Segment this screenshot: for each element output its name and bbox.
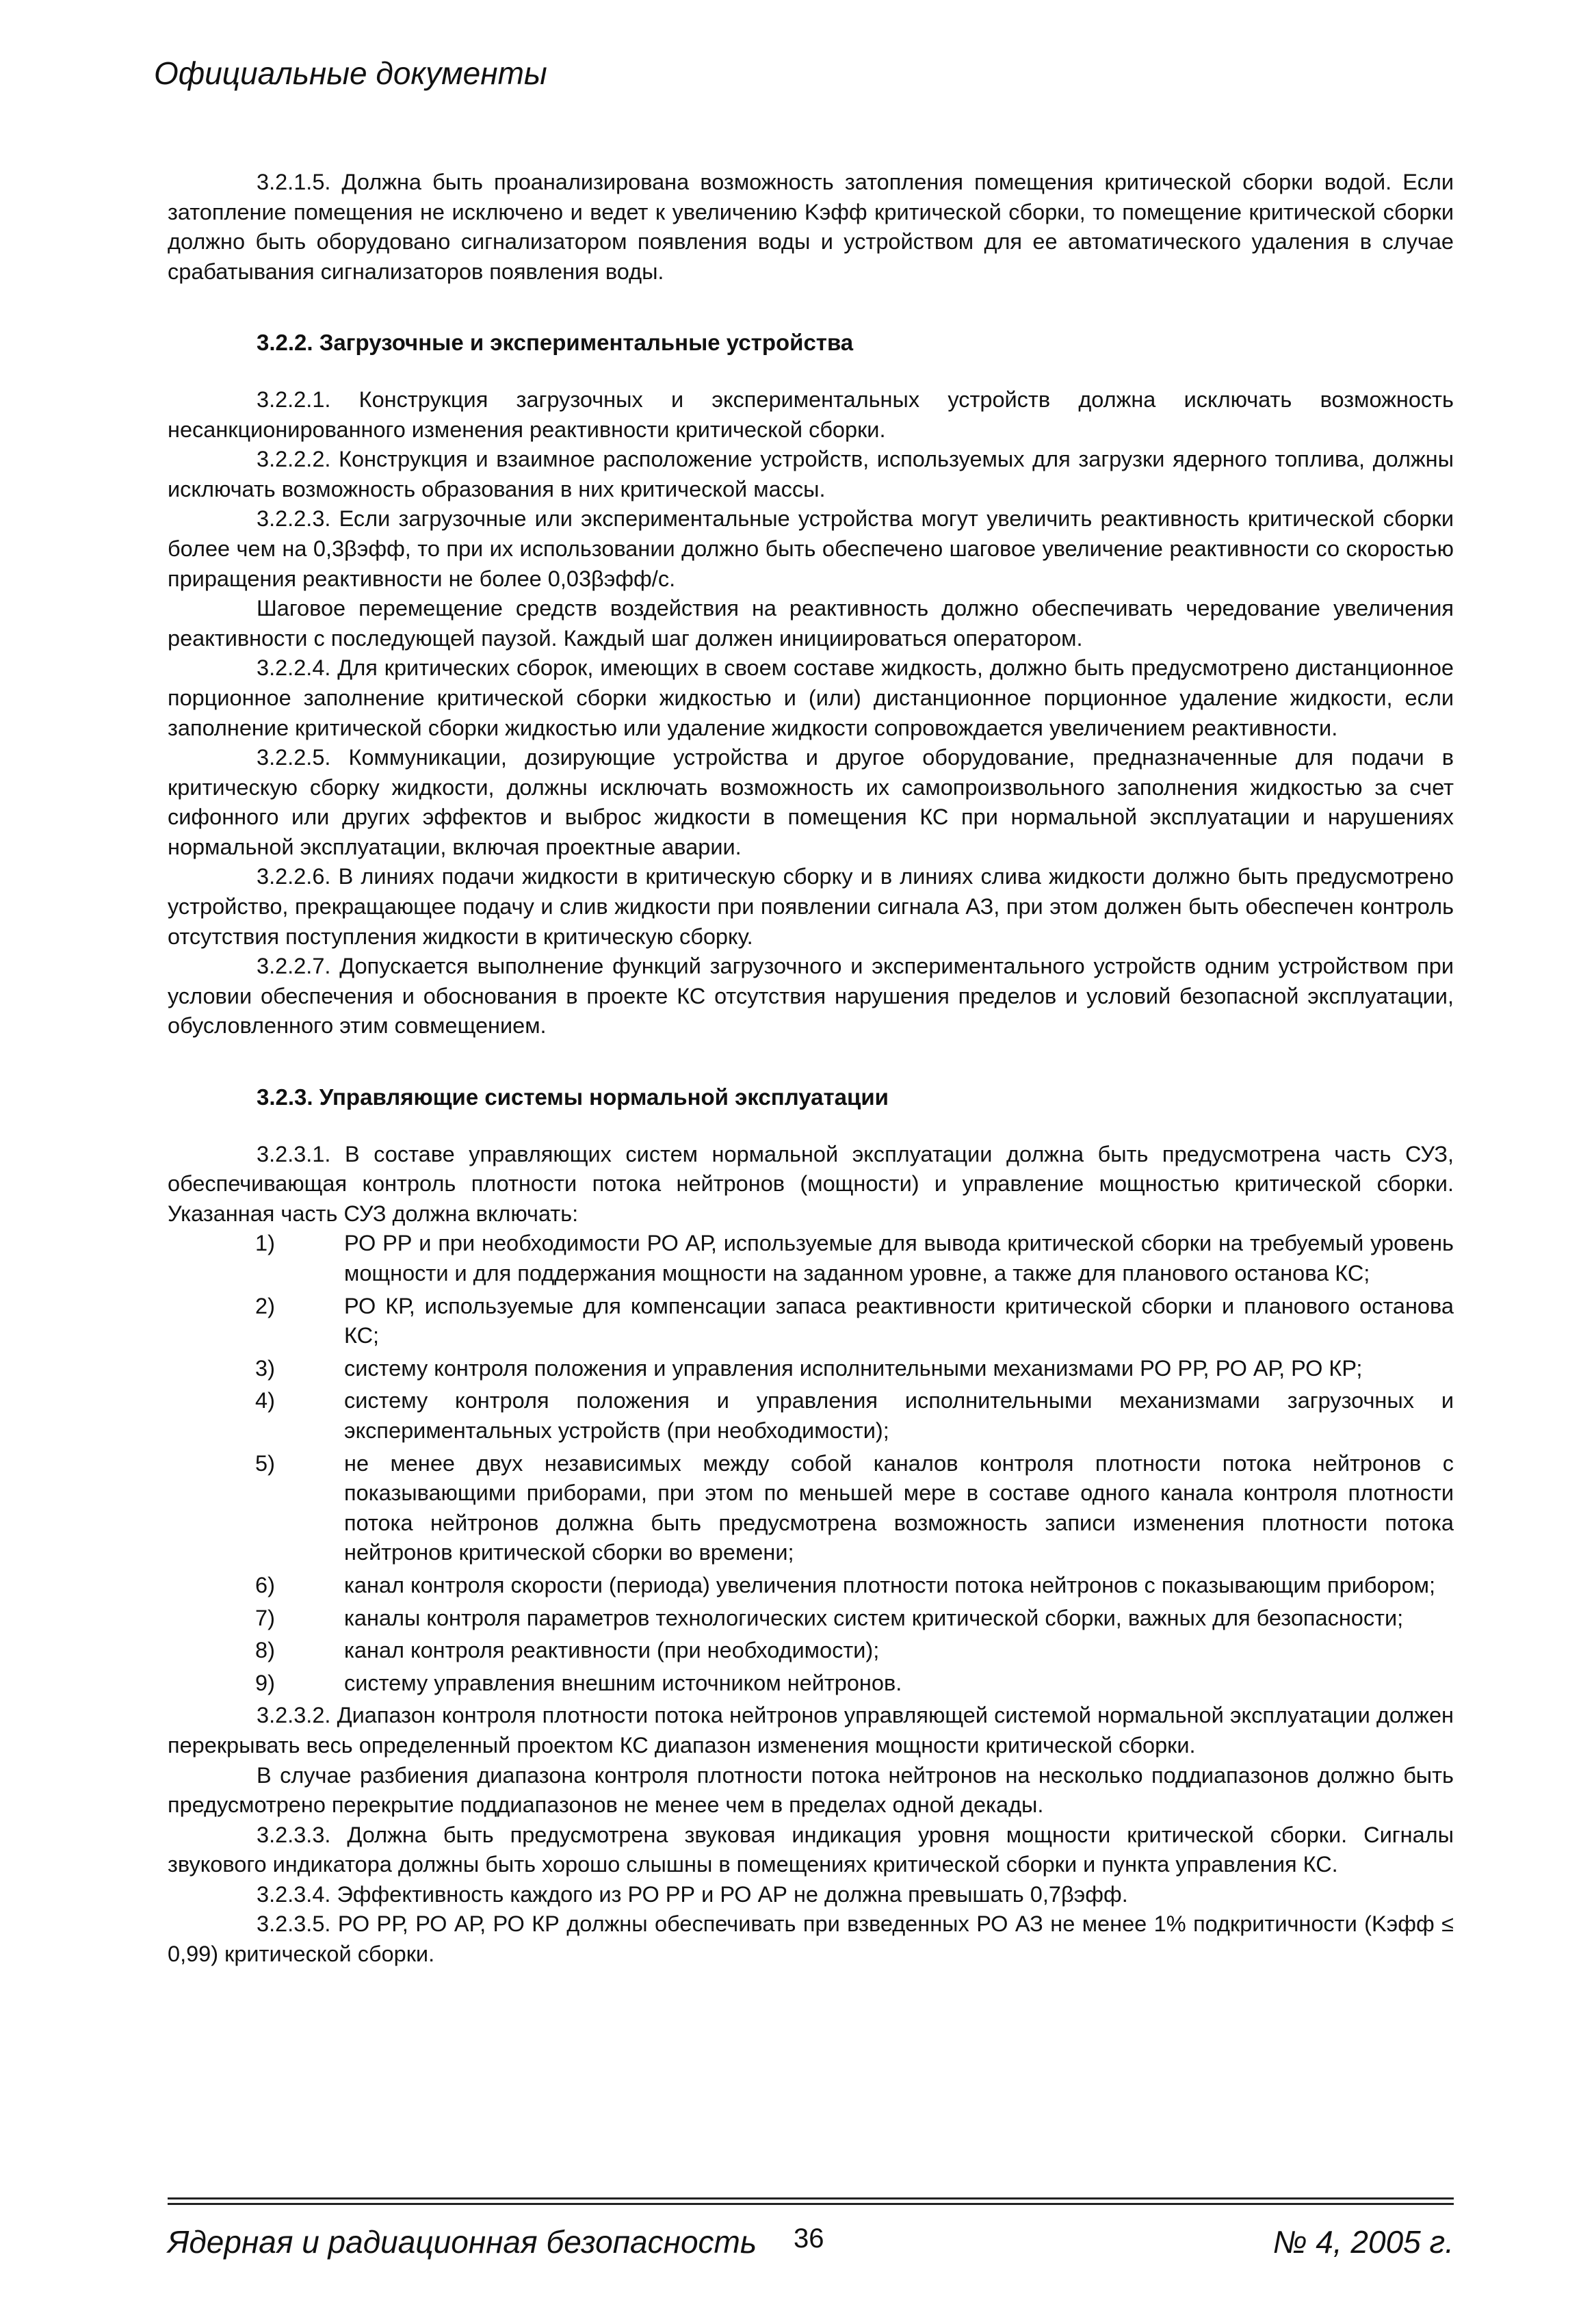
list-item-text: систему контроля положения и управления исполнительными механизмами загрузочных и экспериментальных устройств (при необходимости);: [344, 1388, 1454, 1443]
paragraph-step-movement: Шаговое перемещение средств воздействия на реактивность должно обеспечивать чередование увеличения реактивности с последующей паузой. Каждый шаг должен инициироваться оператором.: [168, 596, 1454, 651]
footer-divider: [168, 2197, 1454, 2208]
list-item-text: канал контроля реактивности (при необходимости);: [344, 1638, 880, 1663]
page-number: 36: [794, 2223, 824, 2254]
list-item-text: канал контроля скорости (периода) увеличения плотности потока нейтронов с показывающим прибором;: [344, 1572, 1436, 1597]
list-item-number: 1): [255, 1231, 275, 1256]
paragraph-3-2-3-4: 3.2.3.4. Эффективность каждого из РО РР и РО АР не должна превышать 0,7βэфф.: [257, 1881, 1128, 1907]
list-item: [168, 1604, 1454, 1634]
list-item-text: РО КР, используемые для компенсации запаса реактивности критической сборки и планового останова КС;: [344, 1293, 1454, 1348]
list-item: [168, 1354, 1454, 1384]
list-item-number: 7): [255, 1605, 275, 1630]
issue-info: № 4, 2005 г.: [1272, 2224, 1454, 2260]
list-item-number: 4): [255, 1388, 275, 1413]
list-item-text: РО РР и при необходимости РО АР, используемые для вывода критической сборки на требуемый уровень мощности и для поддержания мощности на заданном уровне, а также для планового останова КС;: [344, 1231, 1454, 1285]
paragraph-3-2-2-1: 3.2.2.1. Конструкция загрузочных и экспериментальных устройств должна исключать возможность несанкционированного изменения реактивности критической сборки.: [168, 387, 1454, 442]
paragraph-3-2-2-4: 3.2.2.4. Для критических сборок, имеющих в своем составе жидкость, должно быть предусмотрено дистанционное порционное заполнение критической сборки жидкостью и (или) дистанционное порционное удаление жидкости, если заполнение критической сборки жидкостью или удаление жидкости сопровождается увеличением реактивности.: [168, 655, 1454, 740]
list-item: [168, 1386, 1454, 1446]
list-item-text: систему управления внешним источником нейтронов.: [344, 1670, 902, 1695]
paragraph-3-2-3-2: 3.2.3.2. Диапазон контроля плотности потока нейтронов управляющей системой нормальной эксплуатации должен перекрывать весь определенный проектом КС диапазон изменения мощности критической сборки.: [168, 1703, 1454, 1758]
document-body: [168, 168, 1454, 1970]
list-item-number: 8): [255, 1638, 275, 1663]
list-item-text: систему контроля положения и управления исполнительными механизмами РО РР, РО АР, РО КР;: [344, 1355, 1363, 1381]
paragraph-3-2-2-2: 3.2.2.2. Конструкция и взаимное расположение устройств, используемых для загрузки ядерного топлива, должны исключать возможность образования в них критической массы.: [168, 447, 1454, 501]
footer-rule-top: [168, 2197, 1454, 2199]
section-heading-3-2-2: 3.2.2. Загрузочные и экспериментальные устройства: [257, 330, 854, 356]
paragraph-3-2-2-7: 3.2.2.7. Допускается выполнение функций загрузочного и экспериментального устройств одним устройством при условии обеспечения и обоснования в проекте КС отсутствия нарушения пределов и условий безопасной эксплуатации, обусловленного этим совмещением.: [168, 954, 1454, 1039]
footer-rule-bottom: [168, 2203, 1454, 2205]
list-item: [168, 1449, 1454, 1568]
list-item: [168, 1292, 1454, 1351]
paragraph-3-2-3-5: 3.2.3.5. РО РР, РО АР, РО КР должны обеспечивать при взведенных РО АЗ не менее 1% подкритичности (Kэфф ≤ 0,99) критической сборки.: [168, 1911, 1454, 1967]
paragraph-3-2-2-3: 3.2.2.3. Если загрузочные или экспериментальные устройства могут увеличить реактивность критической сборки более чем на 0,3βэфф, то при их использовании должно быть обеспечено шаговое увеличение реактивности со скоростью приращения реактивности не более 0,03βэфф/с.: [168, 506, 1454, 591]
suz-components-list: [168, 1229, 1454, 1698]
list-item-text: каналы контроля параметров технологических систем критической сборки, важных для безопасности;: [344, 1605, 1404, 1630]
paragraph-3-2-2-5: 3.2.2.5. Коммуникации, дозирующие устройства и другое оборудование, предназначенные для подачи в критическую сборку жидкости, должны исключать возможность их самопроизвольного заполнения жидкостью за счет сифонного или других эффектов и выброс жидкости в помещения КС при нормальной эксплуатации и нарушениях нормальной эксплуатации, включая проектные аварии.: [168, 745, 1454, 859]
paragraph-subranges: В случае разбиения диапазона контроля плотности потока нейтронов на несколько поддиапазонов должно быть предусмотрено перекрытие поддиапазонов не менее чем в пределах одной декады.: [168, 1762, 1454, 1818]
journal-title: Ядерная и радиационная безопасность: [168, 2224, 757, 2260]
list-item-text: не менее двух независимых между собой каналов контроля плотности потока нейтронов с показывающими приборами, при этом по меньшей мере в составе одного канала контроля плотности потока нейтронов должна быть предусмотрена возможность записи изменения плотности потока нейтронов критической сборки во времени;: [344, 1450, 1454, 1565]
list-item: [168, 1229, 1454, 1288]
list-item-number: 3): [255, 1355, 275, 1381]
list-item-number: 9): [255, 1670, 275, 1695]
list-item-number: 2): [255, 1293, 275, 1318]
paragraph-3-2-3-1: 3.2.3.1. В составе управляющих систем нормальной эксплуатации должна быть предусмотрена часть СУЗ, обеспечивающая контроль плотности потока нейтронов (мощности) и управление мощностью критической сборки. Указанная часть СУЗ должна включать:: [168, 1141, 1454, 1226]
list-item: [168, 1636, 1454, 1666]
paragraph-3-2-3-3: 3.2.3.3. Должна быть предусмотрена звуковая индикация уровня мощности критической сборки. Сигналы звукового индикатора должны быть хорошо слышны в помещениях критической сборки и пункта управления КС.: [168, 1822, 1454, 1877]
running-header: Официальные документы: [154, 55, 547, 91]
list-item: [168, 1669, 1454, 1699]
section-heading-3-2-3: 3.2.3. Управляющие системы нормальной эксплуатации: [257, 1084, 889, 1110]
paragraph-3-2-1-5: 3.2.1.5. Должна быть проанализирована возможность затопления помещения критической сборки водой. Если затопление помещения не исключено и ведет к увеличению Kэфф критической сборки, то помещение критической сборки должно быть оборудовано сигнализатором появления воды и устройством для ее автоматического удаления в случае срабатывания сигнализаторов появления воды.: [168, 170, 1454, 284]
list-item-number: 5): [255, 1450, 275, 1476]
paragraph-3-2-2-6: 3.2.2.6. В линиях подачи жидкости в критическую сборку и в линиях слива жидкости должно быть предусмотрено устройство, прекращающее подачу и слив жидкости при появлении сигнала АЗ, при этом должен быть обеспечен контроль отсутствия поступления жидкости в критическую сборку.: [168, 864, 1454, 949]
list-item-number: 6): [255, 1572, 275, 1597]
list-item: [168, 1571, 1454, 1601]
